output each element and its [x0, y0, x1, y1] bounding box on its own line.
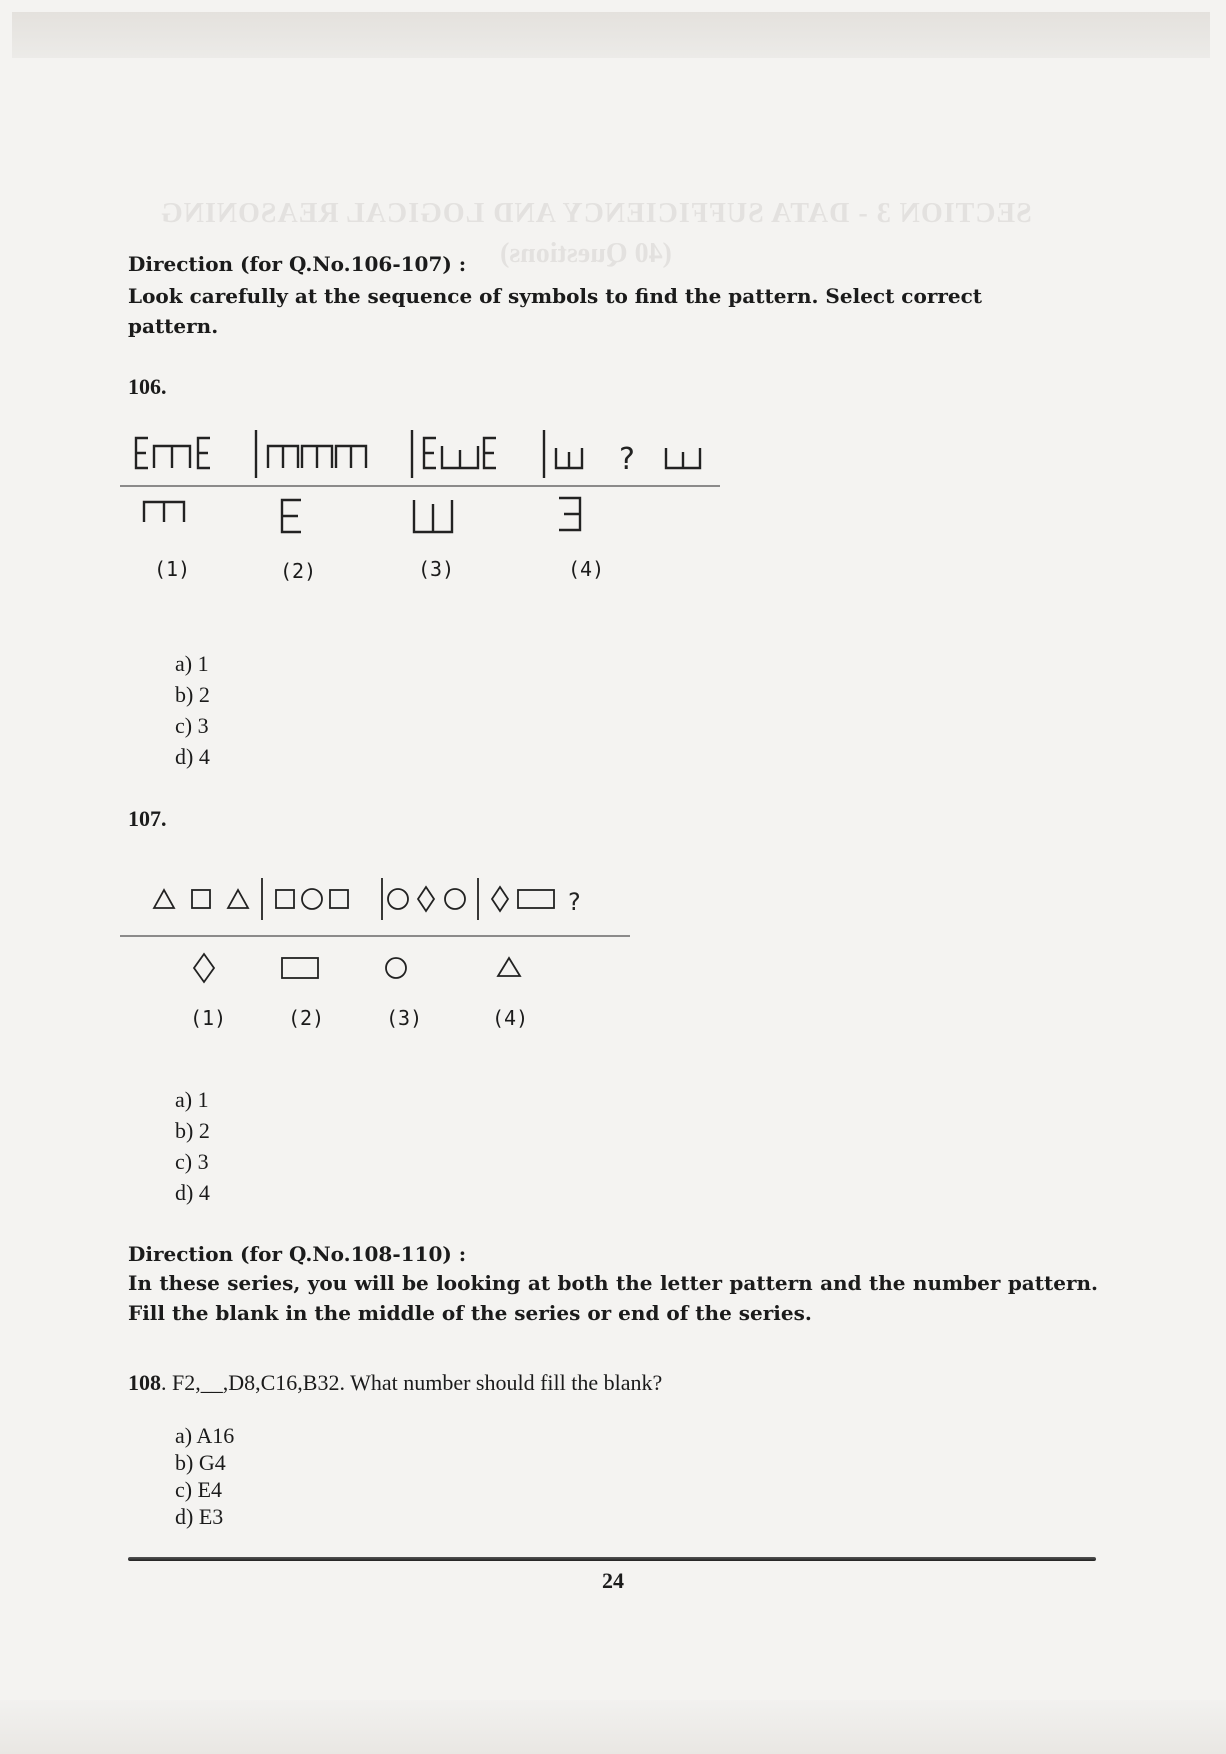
q106-option-label-3: (3) [418, 557, 455, 581]
q106-choice-c[interactable]: c) 3 [175, 713, 209, 738]
question-108 [128, 1370, 662, 1396]
q107-choice-d[interactable]: d) 4 [175, 1180, 210, 1205]
bleed-through-heading: SECTION 3 - DATA SUFFICIENCY AND LOGICAL REASONING [160, 198, 1032, 229]
question-108-text: . F2,__,D8,C16,B32. What number should fill the blank? [161, 1370, 663, 1395]
q107-question-mark: ? [568, 888, 581, 916]
svg-text:?: ? [619, 442, 635, 477]
q106-choice-b[interactable]: b) 2 [175, 682, 210, 707]
question-107-number: 107. [128, 806, 167, 831]
q108-choice-a[interactable]: a) A16 [175, 1423, 235, 1448]
direction-text-106-107: Look carefully at the sequence of symbols to find the pattern. Select correct pattern. [128, 284, 983, 338]
direction-heading-106-107: Direction (for Q.No.106-107) : [128, 252, 467, 276]
q106-choice-d[interactable]: d) 4 [175, 744, 210, 769]
q107-option-label-2: (2) [288, 1006, 325, 1030]
q106-option-label-4: (4) [568, 557, 605, 581]
q106-option-label-2: (2) [280, 559, 317, 583]
q108-choice-b[interactable]: b) G4 [175, 1450, 226, 1475]
bleed-through-subheading: (40 Questions) [500, 238, 672, 269]
q107-choice-a[interactable]: a) 1 [175, 1087, 209, 1112]
q107-option-label-3: (3) [386, 1006, 423, 1030]
q107-answer-choices [175, 1084, 210, 1208]
q107-option-label-1: (1) [190, 1006, 227, 1030]
question-107-shape-figure [120, 870, 640, 1010]
footer-divider [128, 1557, 1096, 1561]
q107-option-label-4: (4) [492, 1006, 529, 1030]
scan-edge-bottom [0, 1700, 1226, 1754]
direction-text-108-110: In these series, you will be looking at both the letter pattern and the number pattern. Fill the blank in the middle of the series or end of the series. [128, 1271, 1098, 1325]
q106-answer-choices [175, 648, 210, 772]
q106-choice-a[interactable]: a) 1 [175, 651, 209, 676]
q108-answer-choices [175, 1422, 234, 1530]
q107-choice-b[interactable]: b) 2 [175, 1118, 210, 1143]
q108-choice-d[interactable]: d) E3 [175, 1504, 224, 1529]
question-108-number: 108 [128, 1370, 161, 1395]
q108-choice-c[interactable]: c) E4 [175, 1477, 223, 1502]
question-106-symbol-figure [120, 420, 730, 620]
q106-option-label-1: (1) [154, 557, 191, 581]
seq-group-1 [136, 438, 210, 468]
direction-heading-108-110: Direction (for Q.No.108-110) : [128, 1242, 467, 1266]
q107-choice-c[interactable]: c) 3 [175, 1149, 209, 1174]
question-106-number: 106. [128, 374, 167, 399]
scan-edge-top [12, 12, 1210, 58]
page-number: 24 [602, 1568, 624, 1593]
